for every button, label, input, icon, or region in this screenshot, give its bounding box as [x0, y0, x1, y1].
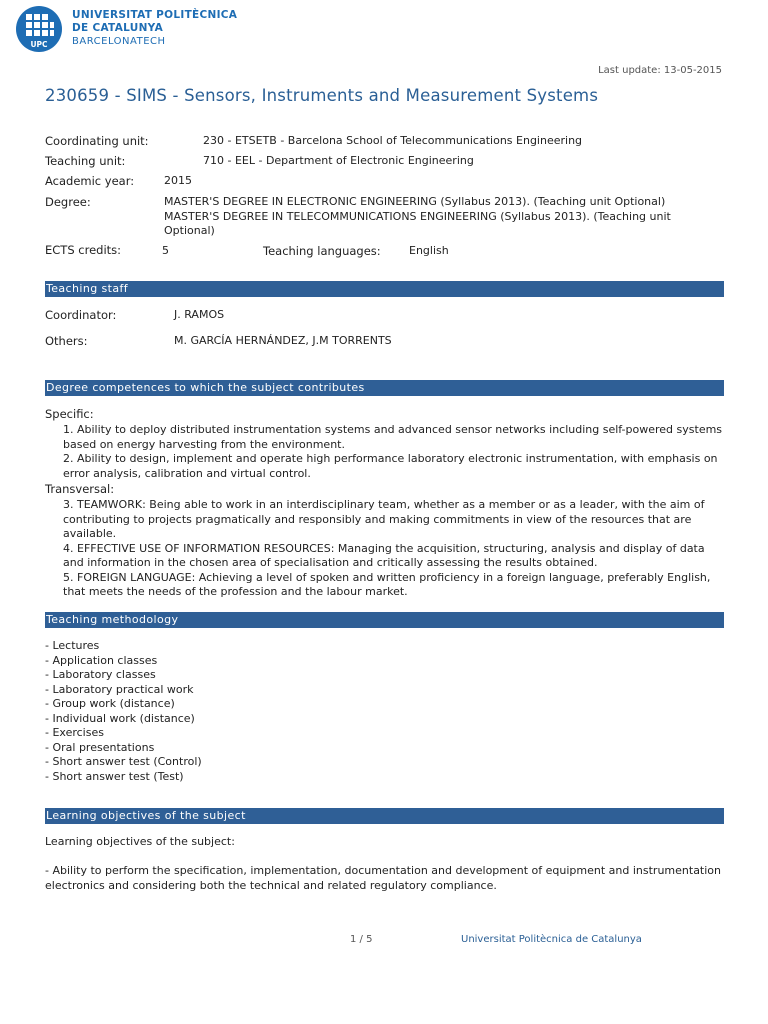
academic-year-label: Academic year:: [45, 174, 135, 188]
teaching-unit-label: Teaching unit:: [45, 154, 126, 168]
specific-2-line-b: error analysis, calibration and virtual control.: [63, 466, 311, 480]
coordinator-value: J. RAMOS: [174, 308, 225, 321]
degree-line-3: Optional): [164, 224, 215, 237]
logo-text: [72, 9, 237, 48]
list-item: - Short answer test (Test): [45, 769, 184, 783]
coordinator-label: Coordinator:: [45, 308, 117, 322]
ects-label: ECTS credits:: [45, 243, 122, 257]
logo-badge: UPC: [30, 40, 48, 49]
methodology-heading: Teaching methodology: [45, 612, 724, 628]
degree-value: [164, 195, 671, 239]
logo-line-3: BARCELONATECH: [72, 36, 166, 47]
specific-label: Specific:: [45, 407, 94, 421]
upc-logo: [16, 6, 246, 54]
transversal-5-line-b: that meets the needs of the profession and the labour market.: [63, 585, 408, 598]
transversal-label: Transversal:: [45, 482, 115, 496]
objectives-intro: Learning objectives of the subject:: [45, 835, 235, 848]
list-item: - Laboratory classes: [45, 668, 156, 681]
objectives-item-line-b: electronics and considering both the technical and related regulatory compliance.: [45, 878, 497, 892]
competences-heading: Degree competences to which the subject contributes: [45, 380, 724, 396]
list-item: - Oral presentations: [45, 740, 155, 754]
transversal-3-line-c: available.: [63, 527, 117, 540]
objectives-heading: Learning objectives of the subject: [45, 808, 724, 824]
specific-1-line-a: 1. Ability to deploy distributed instrumentation systems and advanced sensor networks including self-powered systems: [63, 423, 723, 436]
list-item: - Individual work (distance): [45, 711, 195, 725]
degree-line-2: MASTER'S DEGREE IN TELECOMMUNICATIONS ENGINEERING (Syllabus 2013). (Teaching unit: [164, 209, 671, 223]
page-title: 230659 - SIMS - Sensors, Instruments and Measurement Systems: [45, 86, 599, 105]
others-label: Others:: [45, 334, 88, 348]
others-value: M. GARCÍA HERNÁNDEZ, J.M TORRENTS: [174, 334, 392, 347]
logo-line-2: DE CATALUNYA: [72, 22, 163, 34]
list-item: - Lectures: [45, 639, 100, 652]
coordinating-unit-value: 230 - ETSETB - Barcelona School of Telecommunications Engineering: [203, 134, 583, 147]
list-item: - Short answer test (Control): [45, 755, 202, 768]
last-update: Last update: 13-05-2015: [598, 65, 722, 76]
transversal-4-line-a: 4. EFFECTIVE USE OF INFORMATION RESOURCES: Managing the acquisition, structuring, analysis and display of data: [63, 541, 705, 555]
transversal-5-line-a: 5. FOREIGN LANGUAGE: Achieving a level of spoken and written proficiency in a foreign language, preferably English,: [63, 570, 711, 584]
footer-university: Universitat Politècnica de Catalunya: [461, 934, 642, 945]
teaching-staff-heading: Teaching staff: [45, 281, 724, 297]
degree-line-1: MASTER'S DEGREE IN ELECTRONIC ENGINEERING (Syllabus 2013). (Teaching unit Optional): [164, 195, 666, 208]
upc-logo-icon: [16, 6, 62, 52]
logo-line-1: UNIVERSITAT POLITÈCNICA: [72, 9, 238, 21]
list-item: - Laboratory practical work: [45, 682, 194, 696]
page-number: 1 / 5: [350, 934, 373, 945]
transversal-4-line-b: and information in the chosen area of specialisation and critically assessing the results obtained.: [63, 556, 598, 569]
degree-label: Degree:: [45, 195, 91, 209]
languages-label: Teaching languages:: [263, 244, 381, 258]
languages-value: English: [409, 244, 449, 257]
list-item: - Group work (distance): [45, 697, 175, 710]
transversal-3-line-a: 3. TEAMWORK: Being able to work in an interdisciplinary team, whether as a member or as a leader, with the aim of: [63, 498, 705, 511]
objectives-item-line-a: - Ability to perform the specification, implementation, documentation and development of equipment and instrumentation: [45, 864, 722, 877]
coordinating-unit-label: Coordinating unit:: [45, 134, 149, 148]
specific-competences: [63, 423, 722, 481]
specific-2-line-a: 2. Ability to design, implement and operate high performance laboratory electronic instrumentation, with emphasis on: [63, 452, 718, 465]
objectives-item: [45, 864, 721, 893]
list-item: - Application classes: [45, 653, 158, 667]
ects-value: 5: [162, 244, 169, 257]
specific-1-line-b: based on energy harvesting from the environment.: [63, 437, 345, 451]
transversal-competences: [63, 498, 710, 600]
teaching-unit-value: 710 - EEL - Department of Electronic Engineering: [203, 154, 474, 167]
academic-year-value: 2015: [164, 174, 192, 187]
list-item: - Exercises: [45, 726, 104, 739]
methodology-list: [45, 639, 202, 784]
transversal-3-line-b: contributing to projects pragmatically and responsibly and making commitments in view of the resources that are: [63, 512, 692, 526]
